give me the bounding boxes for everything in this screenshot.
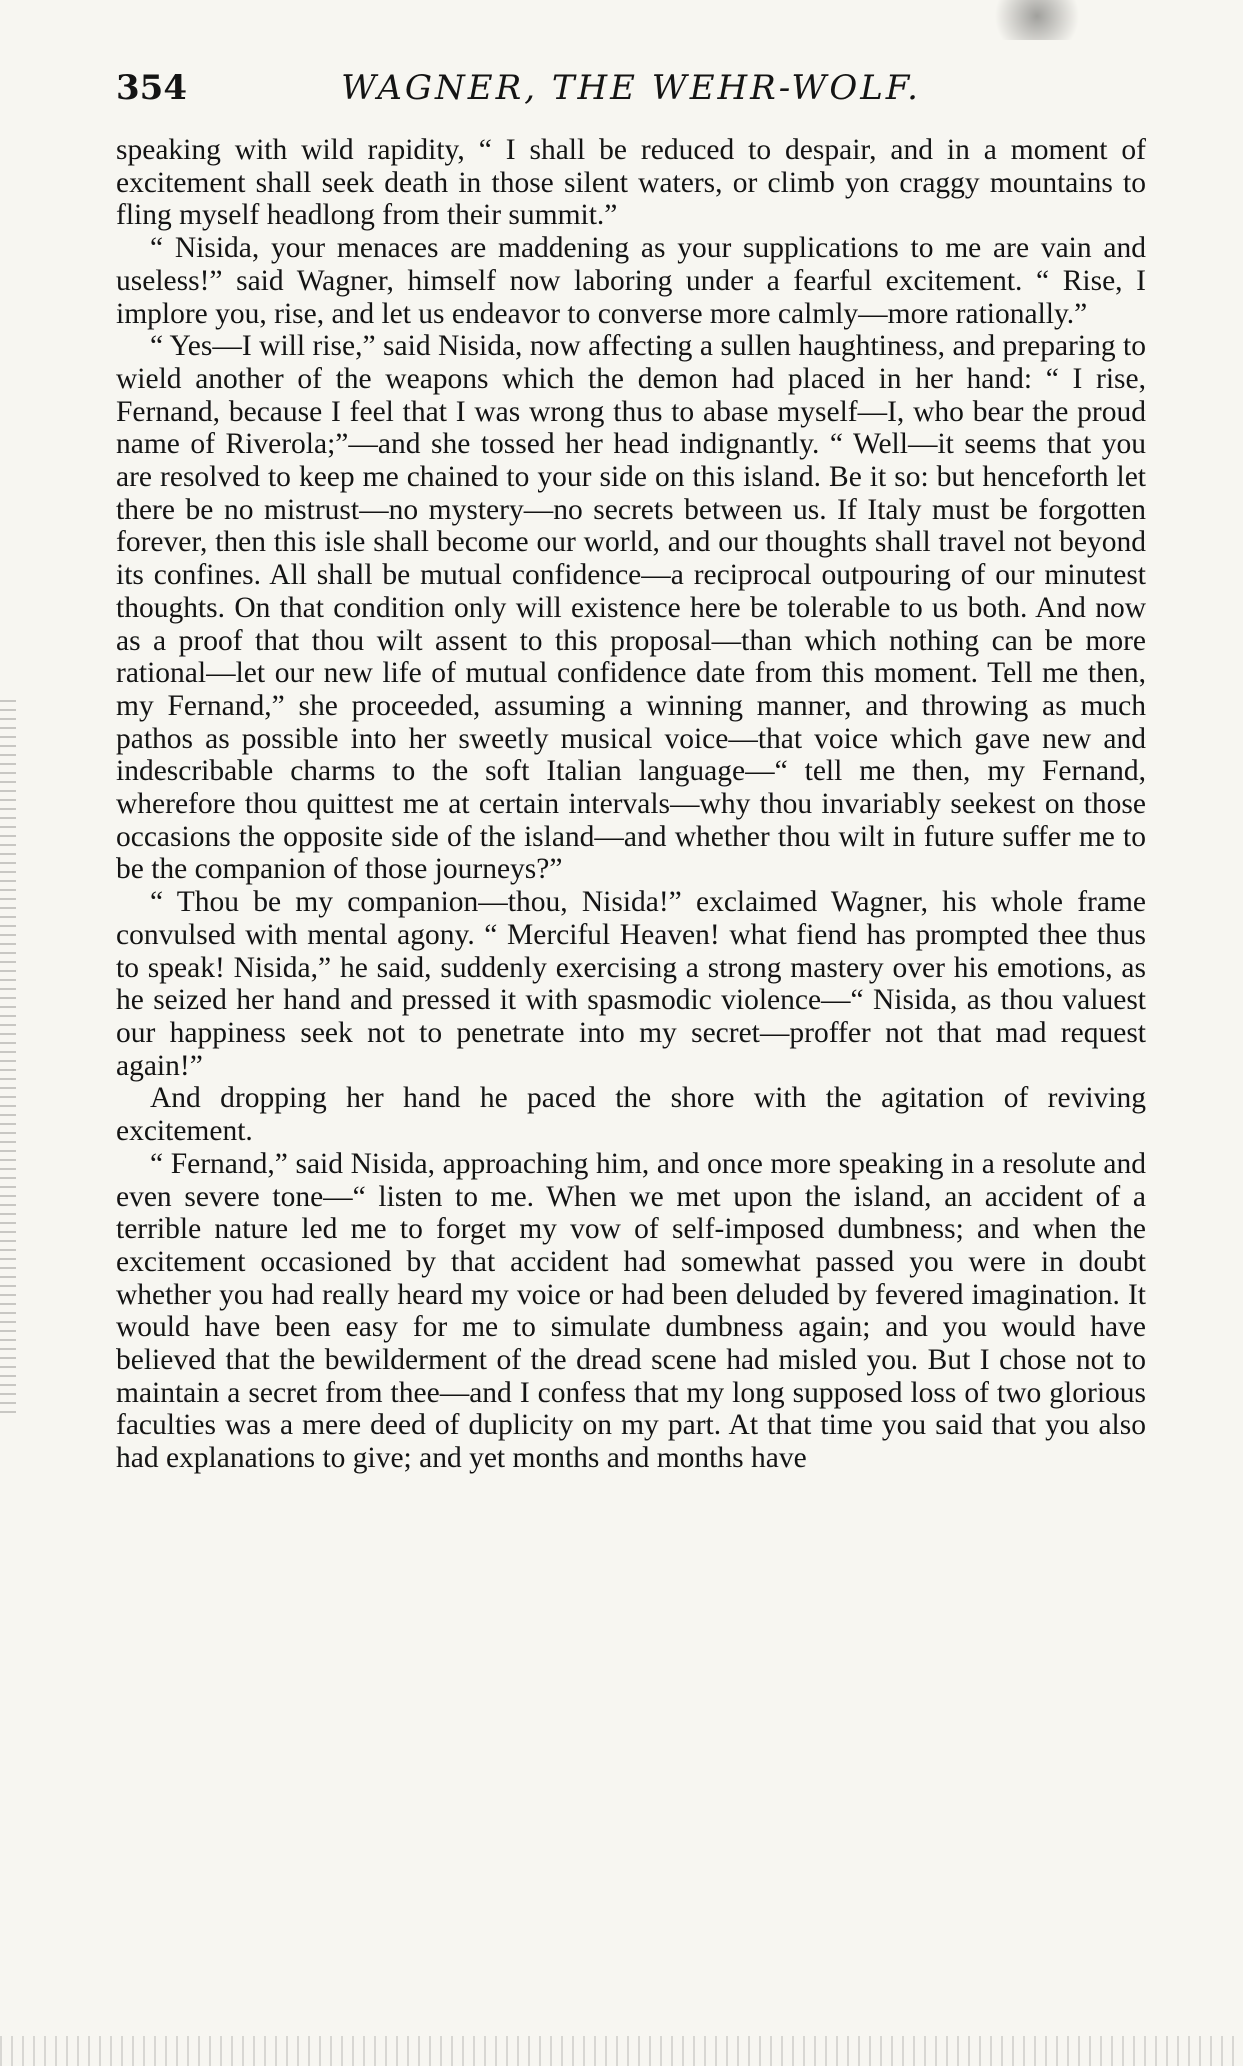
running-title: WAGNER, THE WEHR-WOLF. [341,68,921,108]
page-margin-specks [0,700,16,1420]
page-stain [993,0,1103,40]
body-text [116,134,1146,1475]
paragraph: “ Yes—I will rise,” said Nisida, now affecting a sullen haughtiness, and preparing to wield another of the weapons which the demon had placed in her hand: “ I rise, Fernand, because I feel that I was wrong thus to abase myself—I, who bear the proud name of Riverola;”—and she tossed her head indignantly. “ Well—it seems that you are resolved to keep me chained to your side on this island. Be it so: but henceforth let there be no mistrust—no mystery—no secrets between us. If Italy must be forgotten forever, then this isle shall become our world, and our thoughts shall travel not beyond its confines. All shall be mutual confidence—a reciprocal outpouring of our minutest thoughts. On that condition only will existence here be tolerable to us both. And now as a proof that thou wilt assent to this proposal—than which nothing can be more rational—let our new life of mutual confidence date from this moment. Tell me then, my Fernand,” she proceeded, assuming a winning manner, and throwing as much pathos as possible into her sweetly musical voice—that voice which gave new and indescribable charms to the soft Italian language—“ tell me then, my Fernand, wherefore thou quittest me at certain intervals—why thou invariably seekest on those occasions the opposite side of the island—and whether thou wilt in future suffer me to be the companion of those journeys?” [116,330,1146,886]
page-bottom-specks [0,2036,1243,2066]
paragraph: speaking with wild rapidity, “ I shall be reduced to despair, and in a moment of excitement shall seek death in those silent waters, or climb yon craggy mountains to fling myself headlong from their summit.” [116,134,1146,232]
page-header [116,66,1146,110]
page-number: 354 [116,68,187,108]
paragraph: “ Thou be my companion—thou, Nisida!” exclaimed Wagner, his whole frame convulsed with mental agony. “ Merciful Heaven! what fiend has prompted thee thus to speak! Nisida,” he said, suddenly exercising a strong mastery over his emotions, as he seized her hand and pressed it with spasmodic violence—“ Nisida, as thou valuest our happiness seek not to penetrate into my secret—proffer not that mad request again!” [116,886,1146,1082]
paragraph: “ Fernand,” said Nisida, approaching him, and once more speaking in a resolute and even severe tone—“ listen to me. When we met upon the island, an accident of a terrible nature led me to forget my vow of self-imposed dumbness; and when the excitement occasioned by that accident had somewhat passed you were in doubt whether you had really heard my voice or had been deluded by fevered imagination. It would have been easy for me to simulate dumbness again; and you would have believed that the bewilderment of the dread scene had misled you. But I chose not to maintain a secret from thee—and I confess that my long supposed loss of two glorious faculties was a mere deed of duplicity on my part. At that time you said that you also had explanations to give; and yet months and months have [116,1147,1146,1475]
paragraph: And dropping her hand he paced the shore with the agitation of reviving excitement. [116,1082,1146,1148]
paragraph: “ Nisida, your menaces are maddening as your supplications to me are vain and useless!” said Wagner, himself now laboring under a fearful excitement. “ Rise, I implore you, rise, and let us endeavor to converse more calmly—more rationally.” [116,232,1146,330]
